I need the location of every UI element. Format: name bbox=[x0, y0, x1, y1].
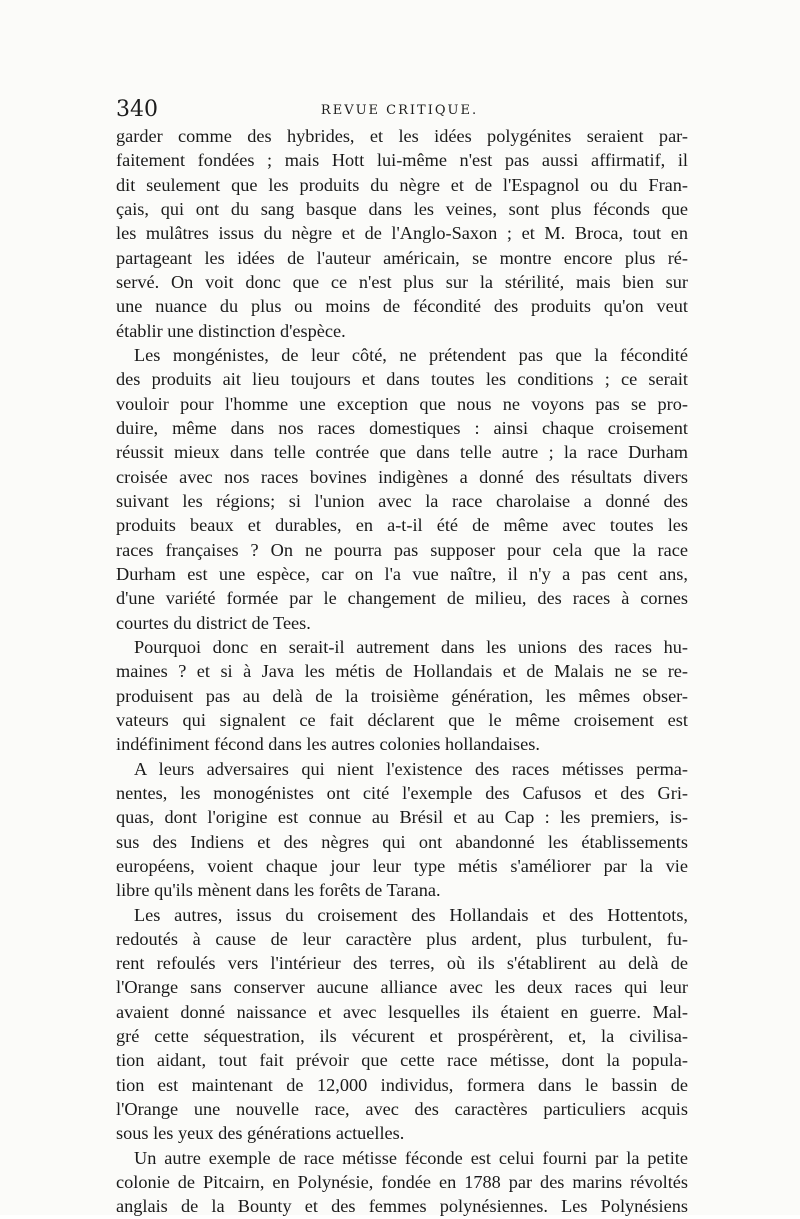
text-line: réussit mieux dans telle contrée que dans telle autre ; la race Durham bbox=[116, 442, 688, 463]
text-line: produisent pas au delà de la troisième génération, les mêmes obser- bbox=[116, 685, 688, 706]
text-line: sous les yeux des générations actuelles. bbox=[116, 1123, 405, 1144]
text-line: Durham est une espèce, car on l'a vue naître, il n'y a pas cent ans, bbox=[116, 563, 688, 584]
text-line: produits beaux et durables, en a-t-il été de même avec toutes les bbox=[116, 515, 688, 536]
text-line: vateurs qui signalent ce fait déclarent que le même croisement est bbox=[116, 709, 688, 730]
text-line: Pourquoi donc en serait-il autrement dans les unions des races hu- bbox=[134, 636, 688, 657]
text-line: européens, voient chaque jour leur type métis s'améliorer par la vie bbox=[116, 855, 688, 876]
text-line: A leurs adversaires qui nient l'existence des races métisses perma- bbox=[134, 758, 688, 779]
text-line: indéfiniment fécond dans les autres colonies hollandaises. bbox=[116, 734, 540, 755]
text-line: l'Orange sans conserver aucune alliance avec les deux races qui leur bbox=[116, 977, 688, 998]
text-line: races françaises ? On ne pourra pas supposer pour cela que la race bbox=[116, 539, 688, 560]
text-line: l'Orange une nouvelle race, avec des caractères particuliers acquis bbox=[116, 1099, 688, 1120]
text-line: maines ? et si à Java les métis de Hollandais et de Malais ne se re- bbox=[116, 661, 688, 682]
page-header bbox=[112, 96, 687, 126]
text-line: sus des Indiens et des nègres qui ont abandonné les établissements bbox=[116, 831, 688, 852]
text-line: tion est maintenant de 12,000 individus, formera dans le bassin de bbox=[116, 1074, 688, 1095]
text-line: tion aidant, tout fait prévoir que cette race métisse, dont la popula- bbox=[116, 1050, 688, 1071]
text-line: des produits ait lieu toujours et dans toutes les conditions ; ce serait bbox=[116, 369, 688, 390]
text-line: duire, même dans nos races domestiques : ainsi chaque croisement bbox=[116, 417, 688, 438]
text-line: suivant les régions; si l'union avec la race charolaise a donné des bbox=[116, 490, 688, 511]
text-line: gré cette séquestration, ils vécurent et prospérèrent, et, la civilisa- bbox=[116, 1026, 688, 1047]
text-line: Les mongénistes, de leur côté, ne prétendent pas que la fécondité bbox=[134, 344, 688, 365]
text-line: servé. On voit donc que ce n'est plus sur la stérilité, mais bien sur bbox=[116, 271, 688, 292]
text-line: Un autre exemple de race métisse féconde est celui fourni par la petite bbox=[134, 1147, 688, 1168]
text-line: avaient donné naissance et avec lesquelles ils étaient en guerre. Mal- bbox=[116, 1001, 688, 1022]
text-line: dit seulement que les produits du nègre et de l'Espagnol ou du Fran- bbox=[116, 174, 688, 195]
text-line: une nuance du plus ou moins de fécondité des produits qu'on veut bbox=[116, 296, 688, 317]
text-line: faitement fondées ; mais Hott lui-même n'est pas aussi affirmatif, il bbox=[116, 150, 688, 171]
text-line: redoutés à cause de leur caractère plus ardent, plus turbulent, fu- bbox=[116, 928, 688, 949]
running-title: REVUE CRITIQUE. bbox=[320, 103, 479, 118]
text-line: libre qu'ils mènent dans les forêts de Tarana. bbox=[116, 880, 441, 901]
text-line: nentes, les monogénistes ont cité l'exemple des Cafusos et des Gri- bbox=[116, 782, 688, 803]
text-line: établir une distinction d'espèce. bbox=[116, 320, 346, 341]
text-line: anglais de la Bounty et des femmes polynésiennes. Les Polynésiens bbox=[116, 1196, 688, 1217]
text-line: çais, qui ont du sang basque dans les veines, sont plus féconds que bbox=[116, 198, 688, 219]
text-line: rent refoulés vers l'intérieur des terres, où ils s'établirent au delà de bbox=[116, 953, 688, 974]
text-line: quas, dont l'origine est connue au Brésil et au Cap : les premiers, is- bbox=[116, 807, 688, 828]
text-line: colonie de Pitcairn, en Polynésie, fondée en 1788 par des marins révoltés bbox=[116, 1172, 688, 1193]
text-line: les mulâtres issus du nègre et de l'Anglo-Saxon ; et M. Broca, tout en bbox=[116, 223, 688, 244]
text-line: vouloir pour l'homme une exception que nous ne voyons pas se pro- bbox=[116, 393, 688, 414]
text-line: d'une variété formée par le changement de milieu, des races à cornes bbox=[116, 588, 688, 609]
page-number: 340 bbox=[116, 97, 158, 122]
text-line: croisée avec nos races bovines indigènes a donné des résultats divers bbox=[116, 466, 688, 487]
text-line: courtes du district de Tees. bbox=[116, 612, 311, 633]
text-line: Les autres, issus du croisement des Hollandais et des Hottentots, bbox=[134, 904, 688, 925]
body-text bbox=[116, 124, 688, 1219]
text-line: garder comme des hybrides, et les idées polygénites seraient par- bbox=[116, 126, 688, 146]
text-line: partageant les idées de l'auteur américain, se montre encore plus ré- bbox=[116, 247, 688, 268]
